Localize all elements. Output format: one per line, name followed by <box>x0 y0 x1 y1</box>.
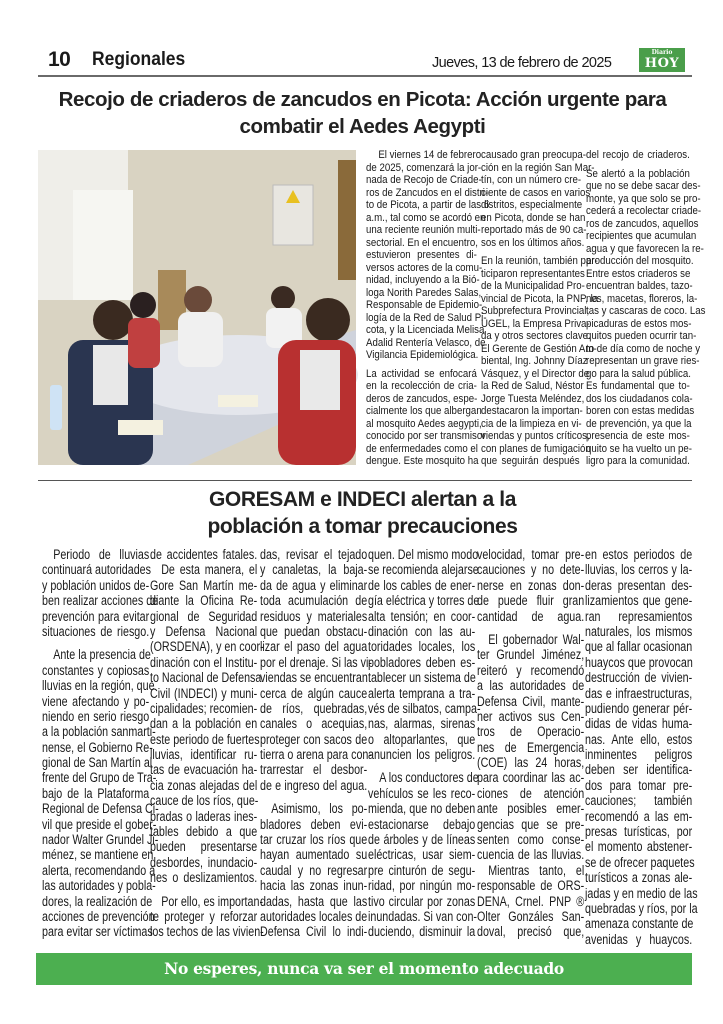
text-line: prevención para evitar <box>42 608 150 624</box>
text-line: de 2025, comenzará la jor- <box>366 161 482 174</box>
text-line: hacia las zonas inun- <box>260 878 368 894</box>
text-line: ros de Zancudos en el distri- <box>366 186 489 199</box>
article2-column <box>368 547 481 940</box>
text-line: dores, la realización de <box>42 893 153 909</box>
article2-column <box>585 547 698 947</box>
text-line: lluvias en la región, que <box>42 678 155 694</box>
text-line: autoridades locales de <box>260 908 368 924</box>
meeting-photo <box>38 150 356 465</box>
text-line: Por ello, es importan- <box>161 893 264 909</box>
text-line: El gobernador Wal- <box>488 631 585 647</box>
text-line: Gore San Martín me- <box>150 577 258 593</box>
text-line: situaciones de riesgo. <box>42 623 150 639</box>
text-line: El Gerente de Gestión Am- <box>481 342 597 355</box>
section-title: Regionales <box>92 49 186 70</box>
text-line: destacaron la importan- <box>481 405 583 417</box>
text-line: Civil (INDECI) y muni- <box>150 685 258 701</box>
text-line: ante posibles emer- <box>477 801 585 817</box>
text-line: Regional de Defensa Ci- <box>42 801 159 817</box>
text-line: picaduras de estos mos- <box>586 317 692 330</box>
text-line: ner activos sus Cen- <box>477 708 585 724</box>
text-line: De esta manera, el <box>161 562 258 578</box>
text-line: vil que preside el gober- <box>42 816 157 832</box>
text-line: desbordes, inundacio- <box>150 854 258 870</box>
text-line: lizar el paso del agua <box>260 639 368 655</box>
text-line: encuentran baldes, tazo- <box>586 280 693 292</box>
text-line: Entre estos criaderos se <box>586 267 691 280</box>
text-line: (ORSDENA), y en coor- <box>150 639 264 655</box>
text-line: acciones de prevención <box>42 908 155 924</box>
text-line: turísticos a zonas ale- <box>585 870 693 886</box>
text-line: huaycos que provocan <box>585 654 693 670</box>
text-line: gencias que se pre- <box>477 816 585 832</box>
text-line: logía de la Red de Salud Pi- <box>366 311 487 324</box>
text-line: dinación con las au- <box>368 623 476 639</box>
text-line: en estos periodos de <box>585 547 693 562</box>
text-line: deben ser identifica- <box>585 762 693 778</box>
article1-headline <box>30 86 695 140</box>
text-line: A los conductores de <box>379 770 479 786</box>
text-line: y canaletas, la baja- <box>260 562 368 578</box>
text-line: para coordinar las ac- <box>477 770 585 786</box>
text-line: nes de Emergencia <box>477 739 585 755</box>
text-line: de puede fluir gran <box>477 593 585 609</box>
text-line: monte, ya que solo se pro- <box>586 192 701 205</box>
text-line: pobladores deben es- <box>368 654 476 670</box>
text-line: hayan aumentado su <box>260 847 368 863</box>
text-line: to de día como de noche y <box>586 342 701 355</box>
text-line: cuencia de las lluvias. <box>477 847 585 863</box>
text-line: recomendó a las em- <box>585 808 693 824</box>
text-line: cerca de algún cauce <box>260 685 368 701</box>
text-line: Vigilancia Epidemiológica. <box>366 349 479 361</box>
text-line: anuncien los peligros. <box>368 747 476 763</box>
text-line: de prevención, ya que la <box>586 417 692 430</box>
text-line: cialmente los que albergan <box>366 405 482 417</box>
text-line: loga Norith Paredes Salas, <box>366 286 482 299</box>
text-line: quito se ha vuelto un pe- <box>586 442 693 455</box>
text-line: distritos, especialmente <box>481 199 583 211</box>
text-line: sos en los últimos años. <box>481 236 585 249</box>
text-line: nas, alarmas, sirenas <box>368 716 476 732</box>
text-line: diante la Oficina Re- <box>150 593 258 609</box>
text-line: bladores deben evi- <box>260 816 368 832</box>
text-line: continuará autoridades <box>42 562 151 578</box>
text-line: y Defensa Nacional <box>150 623 258 639</box>
text-line: alta tensión; en coor- <box>368 608 476 624</box>
text-line: tín, con un número cre- <box>481 174 582 186</box>
text-line: ter Grundel Jiménez, <box>477 647 585 663</box>
article2-column <box>260 547 372 940</box>
text-line: toridades locales, los <box>368 639 476 655</box>
text-line: bradas o laderas ines- <box>150 808 258 824</box>
text-line: duciendo, disminuir la <box>368 924 476 940</box>
text-line: viendas se encuentran <box>260 670 368 686</box>
text-line: lizamientos que gene- <box>585 593 693 609</box>
text-line: cauce de los ríos, que- <box>150 793 259 809</box>
text-line: residuos y materiales <box>260 608 368 624</box>
newspaper-logo <box>639 48 685 72</box>
text-line: da de agua y eliminar <box>260 577 368 593</box>
text-line: Responsable de Epidemio- <box>366 299 483 311</box>
text-line: y población unidos de- <box>42 577 150 593</box>
text-line: boren con estas medidas <box>586 405 695 417</box>
text-line: te proteger y reforzar <box>150 908 258 924</box>
text-line: nes o deslizamientos. <box>150 870 258 886</box>
text-line: constantes y copiosas <box>42 662 150 678</box>
text-line: inundadas. Si van con- <box>368 908 477 924</box>
text-line: La actividad se enfocará <box>366 367 477 380</box>
text-line: naturales, los mismos <box>585 623 693 639</box>
text-line: de los cables de ener- <box>368 577 476 593</box>
text-line: recipientes que acumulan <box>586 230 697 242</box>
paragraph-gap <box>150 886 257 894</box>
text-line: ros de zancudos, aquellos <box>586 217 699 230</box>
text-line: ménez, se mantiene en <box>42 847 154 863</box>
text-line: vehículos se les reco- <box>368 785 476 801</box>
text-line: gional de Seguridad <box>150 608 258 624</box>
text-line: a.m., tal como se acordó en <box>366 211 486 224</box>
text-line: toda acumulación de <box>260 593 368 609</box>
text-line: viene afectando y po- <box>42 693 150 709</box>
text-line: deras presentan des- <box>585 577 693 593</box>
text-line: Periodo de lluvias <box>53 547 150 562</box>
text-line: En la reunión, también par- <box>481 255 598 267</box>
text-line: se de ofrecer paquetes <box>585 854 695 870</box>
text-line: presas turísticas, por <box>585 824 693 840</box>
headline-line: combatir el Aedes Aegypti <box>239 115 486 138</box>
text-line: tables debido a que <box>150 824 258 840</box>
text-line: pueden presentarse <box>150 839 258 855</box>
text-line: velocidad, tomar pre- <box>477 547 585 562</box>
article2-column <box>150 547 264 940</box>
text-line: amenaza constante de <box>585 916 694 932</box>
text-line: nas. Ante ello, estos <box>585 731 693 747</box>
text-line: ción en la región San Mar- <box>481 161 595 174</box>
text-line: para evitar ser víctimas <box>42 924 153 940</box>
text-line: deros de zancudos, espe- <box>366 392 478 405</box>
text-line: dos para tomar pre- <box>585 777 693 793</box>
text-line: conocido por ser transmisor <box>366 430 486 442</box>
text-line: quen. Del mismo modo <box>368 547 479 562</box>
text-line: Asimismo, los po- <box>271 801 368 817</box>
text-line: producción del mosquito. <box>586 255 694 267</box>
text-line: gía eléctrica y torres de <box>368 593 480 609</box>
text-line: go para la salud pública. <box>586 367 691 380</box>
text-line: lluvias, identificar ru- <box>150 747 258 763</box>
text-line: tar cruzar los ríos que <box>260 832 368 848</box>
text-line: niendo en serio riesgo <box>42 708 150 724</box>
text-line: con planes de fumigación <box>481 442 591 455</box>
text-line: de árboles y de líneas <box>368 832 476 848</box>
text-line: Se alertó a la población <box>586 167 690 180</box>
text-line: tros de Operacio- <box>477 724 585 740</box>
text-line: ran represamientos <box>585 608 693 624</box>
text-line: dadas, hasta que las <box>260 893 368 909</box>
text-line: que al fallar ocasionan <box>585 639 693 655</box>
text-line: Olter Gonzáles San- <box>477 908 585 924</box>
text-line: se recomienda alejarse <box>368 562 479 578</box>
article2-headline <box>30 486 695 540</box>
text-line: mienda, que no deben <box>368 801 476 817</box>
text-line: reiteró y recomendó <box>477 662 585 678</box>
text-line: una reciente reunión multi- <box>366 224 481 236</box>
page-number: 10 <box>48 48 71 71</box>
text-line: Defensa Civil lo indi- <box>260 924 368 940</box>
text-line: tas y cascaras de coco. Las <box>586 305 706 317</box>
text-line: ciente de casos en varios <box>481 186 591 199</box>
text-line: los techos de las vivien- <box>150 924 264 940</box>
text-line: cauciones; también <box>585 793 693 809</box>
text-line: estuvieron presentes di- <box>366 249 477 261</box>
text-line: del recojo de criaderos. <box>586 149 690 161</box>
text-line: vincial de Picota, la PNP, la <box>481 292 599 305</box>
text-line: quitos pueden ocurrir tan- <box>586 330 697 342</box>
logo-big-text: HOY <box>644 56 680 71</box>
text-line: Subprefectura Provincial, <box>481 305 590 317</box>
text-line: cauciones y no dete- <box>477 562 585 578</box>
text-line: alerta, recomendando a <box>42 862 156 878</box>
article1-column <box>366 149 490 468</box>
text-line: que seguirán después <box>481 455 580 467</box>
text-line: a la población sanmarti- <box>42 724 156 740</box>
text-line: representan un grave ries- <box>586 355 700 367</box>
paragraph-gap <box>368 762 475 770</box>
text-line: destrucción de vivien- <box>585 670 693 686</box>
text-line: cederá a recolectar criade- <box>586 205 702 217</box>
text-line: inminentes peligros <box>585 747 693 763</box>
text-line: de la Municipalidad Pro- <box>481 280 585 292</box>
text-line: biental, Ing. Johnny Díaz <box>481 355 588 367</box>
text-line: ben realizar acciones de <box>42 593 159 609</box>
text-line: que puedan obstacu- <box>260 623 368 639</box>
text-line: en la recolección de cria- <box>366 380 477 392</box>
text-line: o altoparlantes, que <box>368 731 476 747</box>
footer-banner: No esperes, nunca va ser el momento adecuado <box>36 953 692 985</box>
text-line: DENA, Crnel. PNP ® <box>477 893 585 909</box>
text-line: pre cinturón de segu- <box>368 862 476 878</box>
text-line: alerta temprana a tra- <box>368 685 476 701</box>
text-line: quebradas y ríos, por la <box>585 900 698 916</box>
text-line: UGEL, la Empresa Priva- <box>481 317 590 330</box>
text-line: dos los ciudadanos cola- <box>586 392 693 405</box>
text-line: proteger con sacos de <box>260 731 368 747</box>
text-line: to de Picota, a partir de las 6 <box>366 199 490 211</box>
text-line: ciones de atención <box>477 785 585 801</box>
text-line: de enfermedades como el <box>366 442 478 455</box>
text-line: (COE) las 24 horas, <box>477 755 585 771</box>
text-line: dinación con el Institu- <box>150 654 258 670</box>
text-line: trarrestar el desbor- <box>260 762 368 778</box>
text-line: das, revisar el tejado <box>260 547 368 562</box>
paragraph-gap <box>42 639 149 647</box>
text-line: Vásquez, y el Director de <box>481 367 590 380</box>
text-line: senten como conse- <box>477 832 585 848</box>
text-line: causado gran preocupa- <box>481 149 586 161</box>
text-line: reportado más de 90 ca- <box>481 224 587 236</box>
text-line: al mosquito Aedes aegypti, <box>366 417 482 430</box>
text-line: este periodo de fuertes <box>150 731 260 747</box>
text-line: tas de evacuación ha- <box>150 762 258 778</box>
publication-date: Jueves, 13 de febrero de 2025 <box>432 55 612 71</box>
text-line: Ante la presencia de <box>53 647 151 663</box>
text-line: nador Walter Grundel Ji- <box>42 832 159 848</box>
article1-column <box>586 149 706 468</box>
text-line: das e infraestructuras, <box>585 685 693 701</box>
text-line: versos actores de la comu- <box>366 261 483 274</box>
text-line: Adalid Rentería Velasco, de <box>366 336 486 349</box>
text-line: nes, macetas, floreros, la- <box>586 292 698 305</box>
text-line: canales o acequias, <box>260 716 368 732</box>
text-line: estacionarse debajo <box>368 816 476 832</box>
text-line: caudal y no regresar <box>260 862 368 878</box>
text-line: por el drenaje. Si las vi- <box>260 654 372 670</box>
text-line: bajo de la Plataforma <box>42 785 150 801</box>
article2-column <box>477 547 584 940</box>
logo-small-text: Diario <box>651 49 673 56</box>
text-line: presencia de este mos- <box>586 430 690 442</box>
text-line: viendas y puntos críticos, <box>481 430 590 442</box>
text-line: la Red de Salud, Néstor <box>481 380 584 392</box>
text-line: el momento abstener- <box>585 839 693 855</box>
text-line: nada de Recojo de Criade- <box>366 174 482 186</box>
text-line: Mientras tanto, el <box>488 862 585 878</box>
text-line: ridad, por ningún mo- <box>368 878 476 894</box>
text-line: tivo circular por zonas <box>368 893 476 909</box>
text-line: doval, precisó que, <box>477 924 585 940</box>
text-line: ticiparon representantes <box>481 267 585 280</box>
text-line: vés de silbatos, campa- <box>368 700 481 716</box>
text-line: pudiendo generar pér- <box>585 700 693 716</box>
text-line: sectorial. En el encuentro, <box>366 236 478 249</box>
paragraph-gap <box>477 624 584 632</box>
article-divider <box>38 480 692 481</box>
headline-line: población a tomar precauciones <box>207 515 518 538</box>
text-line: tablecer un sistema de <box>368 670 476 686</box>
text-line: nidad, incluyendo a la Bió- <box>366 274 480 286</box>
text-line: didas de vidas huma- <box>585 716 693 732</box>
text-line: cota, y la Licenciada Melisa <box>366 324 485 336</box>
text-line: dengue. Este mosquito ha <box>366 455 479 467</box>
text-line: da y otros sectores clave. <box>481 330 591 342</box>
text-line: Defensa Civil, mante- <box>477 693 585 709</box>
text-line: lluvias, los cerros y la- <box>585 562 693 578</box>
text-line: nense, el Gobierno Re- <box>42 739 153 755</box>
text-line: cia de la limpieza en vi- <box>481 417 582 430</box>
text-line: agua y que favorecen la re- <box>586 242 704 255</box>
text-line: Jorge Tuesta Meléndez, <box>481 392 585 405</box>
text-line: tierra o arena para con- <box>260 747 372 763</box>
text-line: to Nacional de Defensa <box>150 670 262 686</box>
text-line: avenidas y huaycos. <box>585 931 693 947</box>
text-line: ligro para la comunidad. <box>586 455 690 467</box>
paragraph-gap <box>260 793 367 801</box>
text-line: dan a la población en <box>150 716 258 732</box>
text-line: frente del Grupo de Tra- <box>42 770 157 786</box>
text-line: cantidad de agua. <box>477 608 585 624</box>
text-line: responsable de ORS- <box>477 878 585 894</box>
text-line: que no se debe sacar des- <box>586 180 701 192</box>
headline-line: GORESAM e INDECI alertan a la <box>209 488 516 511</box>
text-line: las autoridades y pobla- <box>42 878 156 894</box>
header-rule <box>38 75 692 77</box>
text-line: de e ingreso del agua. <box>260 777 368 793</box>
text-line: de ríos, quebradas, <box>260 700 368 716</box>
text-line: a las autoridades de <box>477 678 585 694</box>
text-line: eléctricas, usar siem- <box>368 847 476 863</box>
text-line: Es fundamental que to- <box>586 380 690 392</box>
headline-line: Recojo de criaderos de zancudos en Picota: Acción urgente para <box>58 88 667 111</box>
text-line: en Picota, donde se han <box>481 211 586 224</box>
article2-column <box>42 547 159 940</box>
text-line: jadas y en medio de las <box>585 885 698 901</box>
text-line: de accidentes fatales. <box>150 547 258 562</box>
text-line: cipalidades; recomien- <box>150 700 258 716</box>
article1-column <box>481 149 599 468</box>
text-line: nerse en zonas don- <box>477 577 585 593</box>
text-line: cia zonas alejadas del <box>150 777 258 793</box>
text-line: gional de San Martín al <box>42 755 153 771</box>
text-line: El viernes 14 de febrero <box>378 149 482 161</box>
